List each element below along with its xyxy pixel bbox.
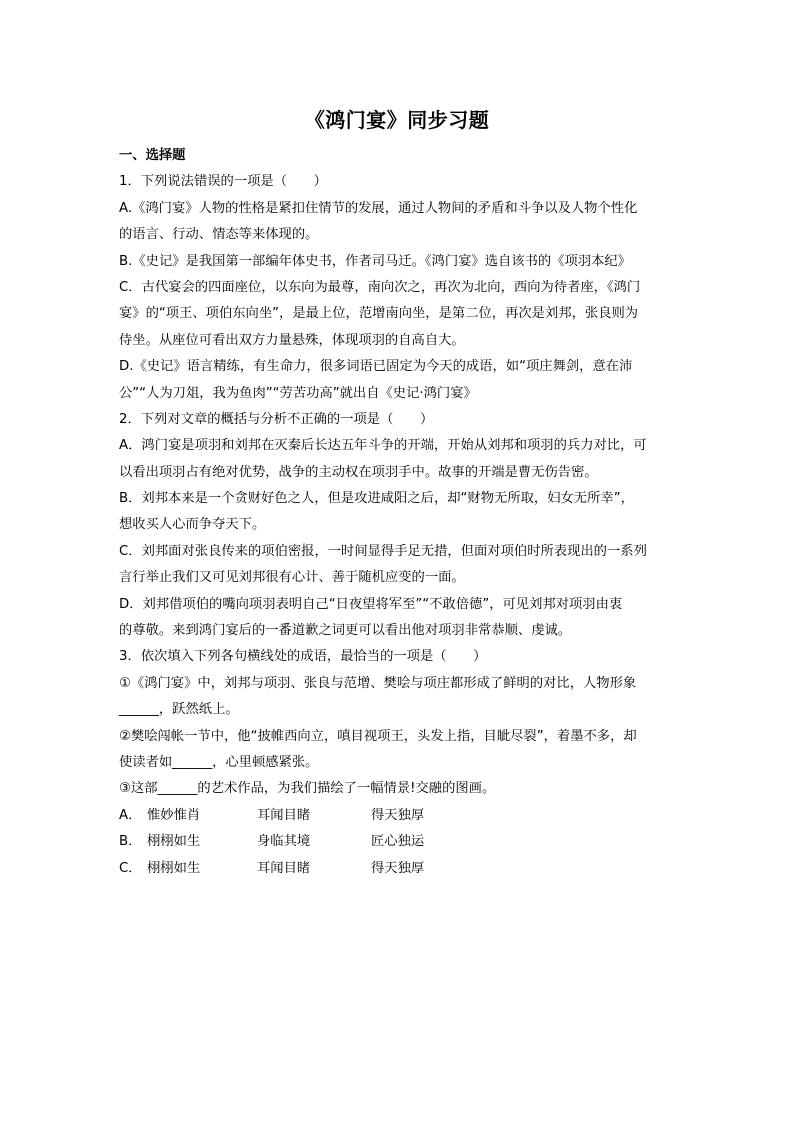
option-word-2: 耳闻目睹	[257, 860, 311, 876]
option-a-line: A.《鸿门宴》人物的性格是紧扣住情节的发展，通过人物间的矛盾和斗争以及人物个性化	[119, 200, 638, 216]
question-stem: 1．下列说法错误的一项是（ ）	[119, 174, 327, 190]
sentence-1-line: ______，跃然纸上。	[119, 702, 239, 718]
option-label: C．	[119, 860, 142, 876]
option-word-2: 身临其境	[257, 834, 311, 850]
question-3	[119, 644, 679, 882]
option-a-line: 的语言、行动、情态等来体现的。	[119, 227, 319, 243]
question-stem: 3．依次填入下列各句横线处的成语，最恰当的一项是（ ）	[119, 649, 487, 665]
option-b-line: B．刘邦本来是一个贪财好色之人，但是攻进咸阳之后，却“财物无所取，妇女无所幸”，	[119, 491, 634, 507]
option-c-line: 宴》的“项王、项伯东向坐”，是最上位，范增南向坐，是第二位，再次是刘邦，张良则为	[119, 306, 639, 322]
document-body	[119, 143, 679, 882]
answer-option-c	[119, 856, 679, 882]
option-word-1: 栩栩如生	[147, 834, 201, 850]
option-c-line: C．刘邦面对张良传来的项伯密报，一时间显得手足无措，但面对项伯时所表现出的一系列	[119, 543, 647, 559]
question-2	[119, 407, 679, 645]
option-word-3: 得天独厚	[371, 807, 425, 823]
section-heading: 一、选择题	[119, 148, 186, 163]
option-d-line: D．刘邦借项伯的嘴向项羽表明自己“日夜望将军至”“不敢倍德”，可见刘邦对项羽由衷	[119, 596, 623, 612]
option-d-line: 的尊敬。来到鸿门宴后的一番道歉之词更可以看出他对项羽非常恭顺、虔诚。	[119, 623, 572, 639]
answer-option-a	[119, 803, 679, 829]
option-d-line: 公”“人为刀俎，我为鱼肉”“劳苦功高”就出自《史记·鸿门宴》	[119, 385, 477, 401]
sentence-3-line: ③这部______的艺术作品，为我们描绘了一幅情景!交融的图画。	[119, 781, 496, 797]
option-word-2: 耳闻目睹	[257, 807, 311, 823]
option-c-line: 侍坐。从座位可看出双方力量悬殊，体现项羽的自高自大。	[119, 332, 465, 348]
option-word-3: 得天独厚	[371, 860, 425, 876]
option-c-line: C．古代宴会的四面座位，以东向为最尊，南向次之，再次为北向，西向为待者座，《鸿门	[119, 279, 641, 295]
option-a-line: 以看出项羽占有绝对优势，战争的主动权在项羽手中。故事的开端是曹无伤告密。	[119, 464, 598, 480]
option-b-line: B.《史记》是我国第一部编年体史书，作者司马迁。《鸿门宴》选自该书的《项羽本纪》	[119, 253, 631, 269]
option-label: A．	[119, 807, 142, 823]
option-word-3: 匠心独运	[371, 834, 425, 850]
sentence-2-line: ②樊哙闯帐一节中，他“披帷西向立，嗔目视项王，头发上指，目眦尽裂”，着墨不多，却	[119, 728, 637, 744]
answer-option-b	[119, 829, 679, 855]
option-word-1: 惟妙惟肖	[147, 807, 201, 823]
question-stem: 2．下列对文章的概括与分析不正确的一项是（ ）	[119, 411, 434, 427]
option-b-line: 想收买人心而争夺天下。	[119, 517, 266, 533]
option-word-1: 栩栩如生	[147, 860, 201, 876]
option-label: B．	[119, 834, 142, 850]
option-c-line: 言行举止我们又可见刘邦很有心计、善于随机应变的一面。	[119, 570, 465, 586]
document-title: 《鸿门宴》同步习题	[304, 108, 490, 132]
question-1	[119, 169, 679, 407]
option-d-line: D.《史记》语言精练，有生命力，很多词语已固定为今天的成语，如“项庄舞剑，意在沛	[119, 359, 633, 375]
option-a-line: A．鸿门宴是项羽和刘邦在灭秦后长达五年斗争的开端，开始从刘邦和项羽的兵力对比，可	[119, 438, 647, 454]
sentence-1-line: ①《鸿门宴》中，刘邦与项羽、张良与范增、樊哙与项庄都形成了鲜明的对比，人物形象	[119, 675, 637, 691]
sentence-2-line: 使读者如______，心里顿感紧张。	[119, 754, 319, 770]
